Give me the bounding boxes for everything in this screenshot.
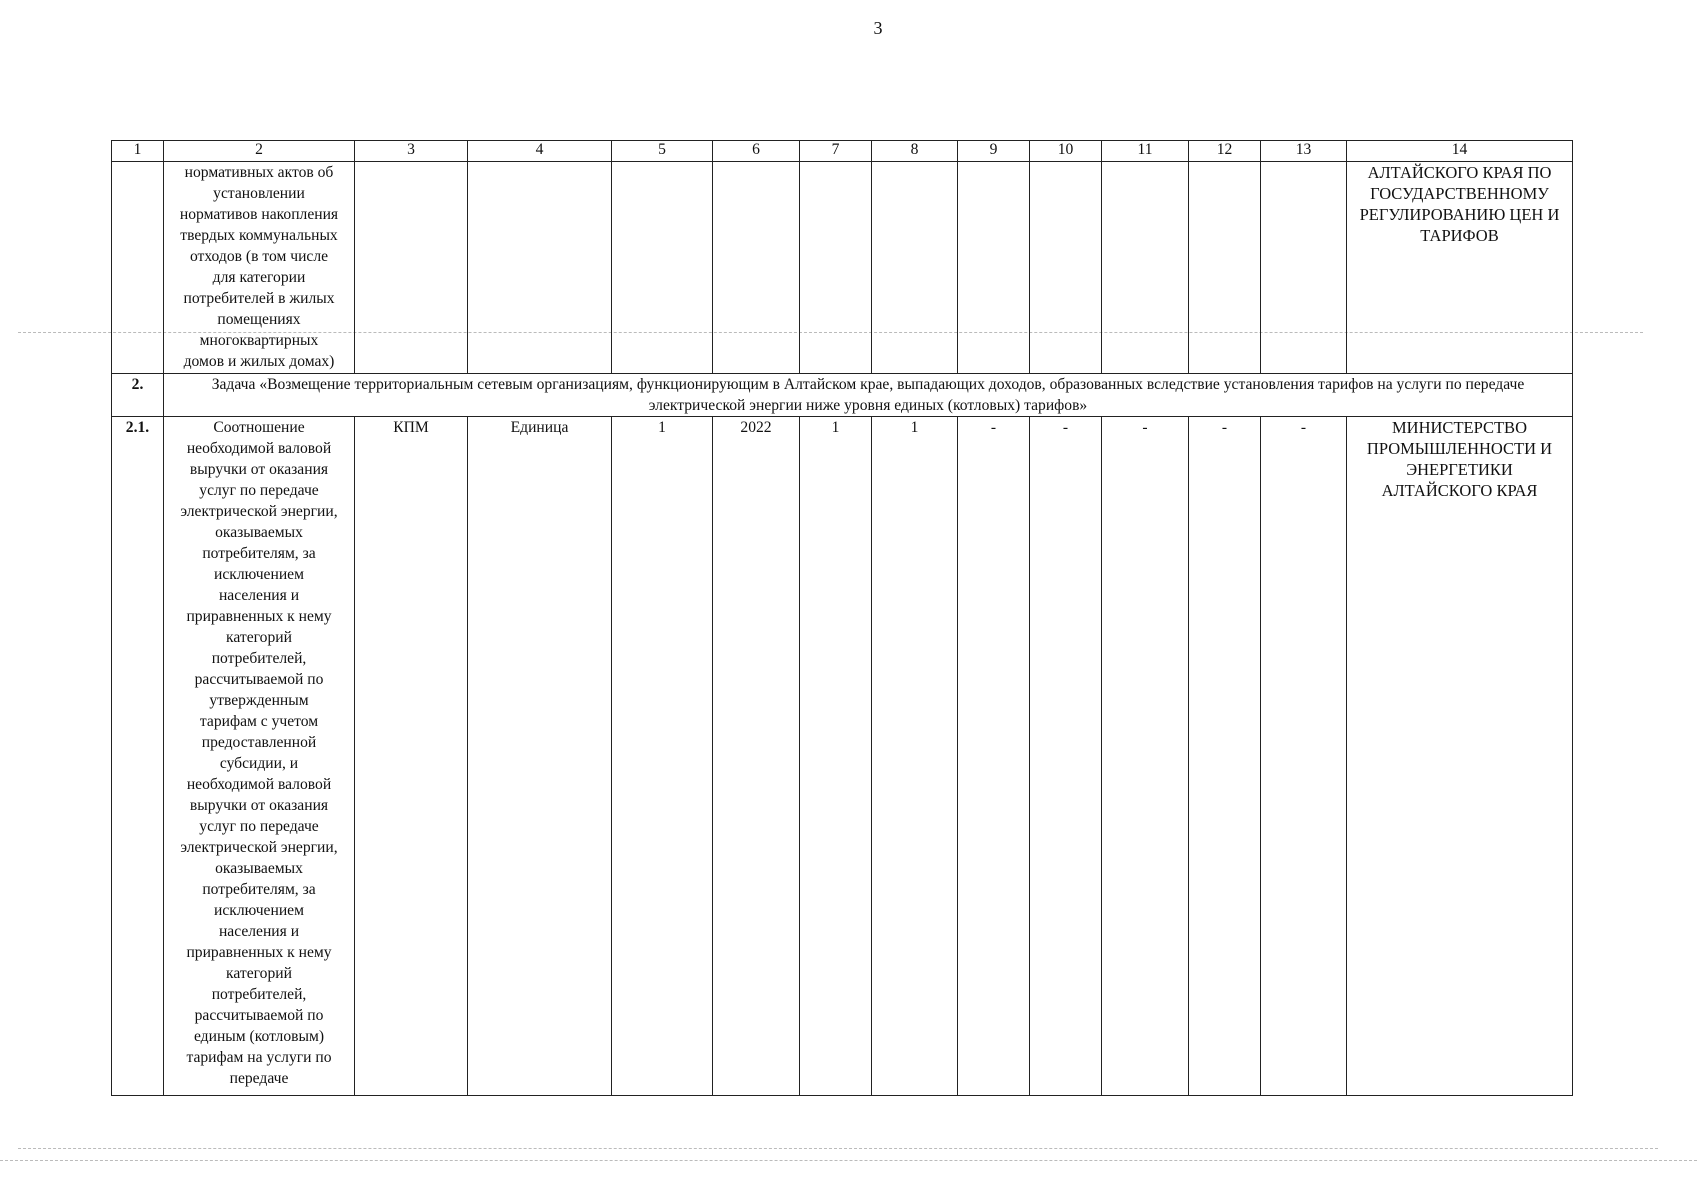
scan-artifact-line xyxy=(18,1148,1658,1149)
cell-empty xyxy=(958,162,1030,374)
cell-empty xyxy=(800,162,872,374)
column-header: 10 xyxy=(1030,141,1102,162)
column-header: 11 xyxy=(1102,141,1189,162)
column-header: 3 xyxy=(355,141,468,162)
cell-number xyxy=(112,162,164,374)
cell-empty xyxy=(355,162,468,374)
cell-indicator-name: нормативных актов об установлении нормативов накопления твердых коммунальных отходов (в том числе для категории потребителей в жилых помещениях многоквартирных домов и жилых домах) xyxy=(164,162,355,374)
cell-value: - xyxy=(958,417,1030,1096)
cell-value: 1 xyxy=(800,417,872,1096)
cell-responsible-body: АЛТАЙСКОГО КРАЯ ПО ГОСУДАРСТВЕННОМУ РЕГУЛИРОВАНИЮ ЦЕН И ТАРИФОВ xyxy=(1347,162,1573,374)
cell-empty xyxy=(1189,162,1261,374)
cell-empty xyxy=(612,162,713,374)
page-number: 3 xyxy=(873,18,883,38)
cell-type: КПМ xyxy=(355,417,468,1096)
cell-value: 1 xyxy=(872,417,958,1096)
column-header: 1 xyxy=(112,141,164,162)
cell-value: - xyxy=(1030,417,1102,1096)
cell-empty xyxy=(713,162,800,374)
cell-base-value: 1 xyxy=(612,417,713,1096)
table-row-continued xyxy=(112,162,1573,374)
column-header: 13 xyxy=(1261,141,1347,162)
table-row xyxy=(112,417,1573,1096)
cell-responsible-body: МИНИСТЕРСТВО ПРОМЫШЛЕННОСТИ И ЭНЕРГЕТИКИ АЛТАЙСКОГО КРАЯ xyxy=(1347,417,1573,1096)
section-task-text: Задача «Возмещение территориальным сетевым организациям, функционирующим в Алтайском крае, выпадающих доходов, образованных вследствие установления тарифов на услуги по передаче электрической энергии ниже уровня единых (котловых) тарифов» xyxy=(164,374,1573,417)
column-header: 6 xyxy=(713,141,800,162)
column-header: 5 xyxy=(612,141,713,162)
indicators-table xyxy=(111,140,1573,1096)
cell-value: - xyxy=(1261,417,1347,1096)
cell-number: 2.1. xyxy=(112,417,164,1096)
cell-year: 2022 xyxy=(713,417,800,1096)
cell-empty xyxy=(872,162,958,374)
cell-empty xyxy=(1102,162,1189,374)
cell-empty xyxy=(468,162,612,374)
cell-empty xyxy=(1261,162,1347,374)
cell-value: - xyxy=(1102,417,1189,1096)
column-header: 14 xyxy=(1347,141,1573,162)
column-header-row xyxy=(112,141,1573,162)
column-header: 2 xyxy=(164,141,355,162)
cell-empty xyxy=(1030,162,1102,374)
column-header: 8 xyxy=(872,141,958,162)
column-header: 12 xyxy=(1189,141,1261,162)
scan-artifact-line xyxy=(0,1160,1697,1161)
section-number: 2. xyxy=(112,374,164,417)
cell-value: - xyxy=(1189,417,1261,1096)
section-row xyxy=(112,374,1573,417)
cell-indicator-name: Соотношение необходимой валовой выручки от оказания услуг по передаче электрической энергии, оказываемых потребителям, за исключением населения и приравненных к нему категорий потребителей, рассчитываемой по утвержденным тарифам с учетом предоставленной субсидии, и необходимой валовой выручки от оказания услуг по передаче электрической энергии, оказываемых потребителям, за исключением населения и приравненных к нему категорий потребителей, рассчитываемой по единым (котловым) тарифам на услуги по передаче xyxy=(164,417,355,1096)
cell-unit: Единица xyxy=(468,417,612,1096)
column-header: 7 xyxy=(800,141,872,162)
column-header: 4 xyxy=(468,141,612,162)
column-header: 9 xyxy=(958,141,1030,162)
